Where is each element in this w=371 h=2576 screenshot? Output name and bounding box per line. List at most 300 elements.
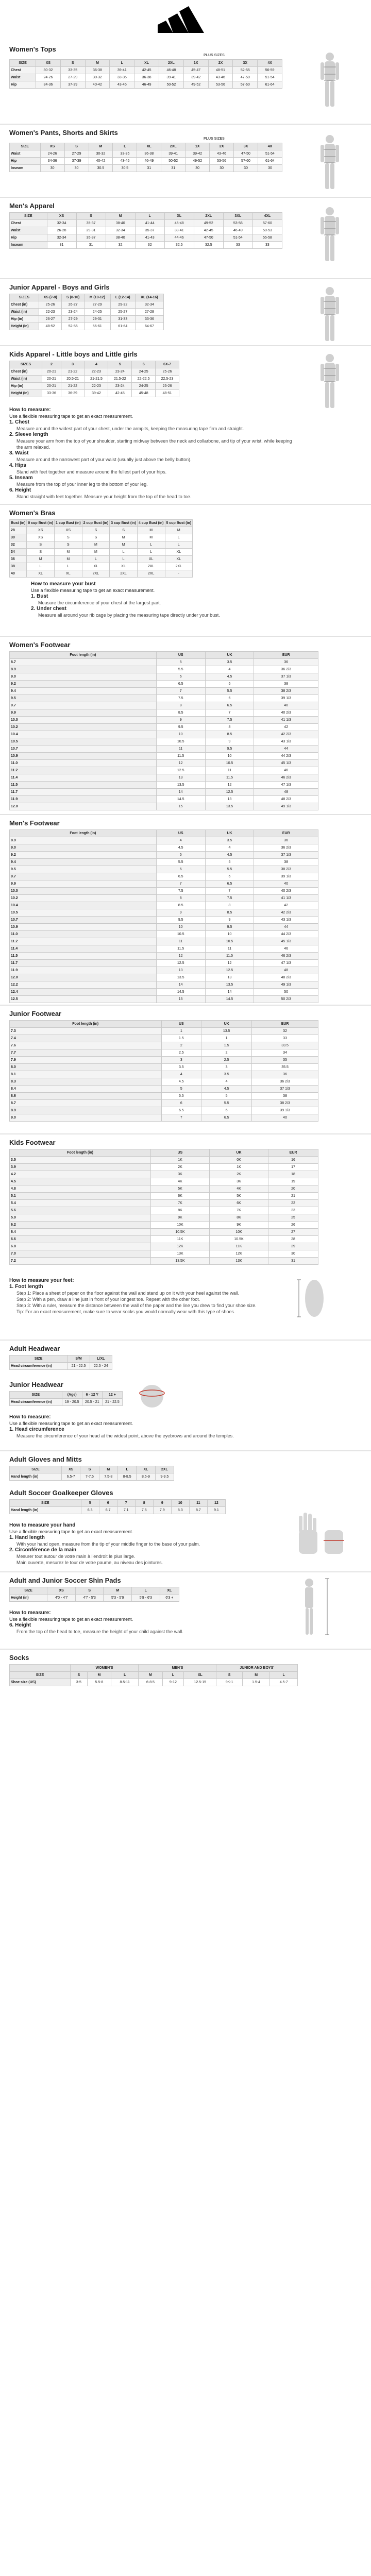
- table-cell: 7.5: [205, 717, 254, 724]
- table-cell: 0K: [210, 1157, 268, 1164]
- table-cell: S: [27, 541, 55, 549]
- note-description: Step 2: With a pen, draw a line just in front of your longest toe. Repeat with the other foot.: [16, 1297, 200, 1302]
- column-header: US: [156, 652, 205, 659]
- table-row: [10, 1236, 318, 1243]
- column-header: S/M: [68, 1355, 90, 1363]
- column-header: 3X: [233, 60, 258, 67]
- table-cell: 48-52: [39, 323, 62, 330]
- table-cell: 9.5: [156, 917, 205, 924]
- table-cell: 10.5K: [210, 1236, 268, 1243]
- column-header: XL: [137, 1466, 155, 1473]
- table-cell: 16: [268, 1157, 318, 1164]
- table-row: [10, 1064, 318, 1071]
- table-row: [10, 1473, 174, 1481]
- table-cell: 8.5: [156, 902, 205, 909]
- table-cell: 23-24: [108, 368, 132, 376]
- row-header: Chest (in): [10, 301, 39, 309]
- table-cell: 56-61: [84, 323, 110, 330]
- womens-pants-table: [9, 143, 282, 172]
- foot-icon: [289, 1273, 340, 1319]
- row-header: 6.2: [10, 1222, 151, 1229]
- hand-figure: [289, 1510, 361, 1561]
- table-cell: 57-60: [252, 220, 282, 227]
- column-header: 1X: [183, 60, 208, 67]
- table-cell: 7.1: [117, 1507, 135, 1514]
- group-header: WOMEN'S: [70, 1665, 139, 1672]
- table-cell: 6.5: [205, 880, 254, 888]
- divider: [0, 504, 371, 505]
- table-row: [10, 796, 318, 803]
- table-cell: 13: [205, 796, 254, 803]
- table-cell: 13: [205, 974, 254, 981]
- table-cell: 36: [254, 837, 318, 844]
- divider: [0, 1133, 371, 1134]
- table-row: [10, 873, 318, 880]
- table-cell: 5'9 - 6'3: [132, 1595, 160, 1602]
- table-cell: L: [110, 556, 138, 563]
- table-row: [10, 1178, 318, 1185]
- column-header: 2XL: [194, 213, 223, 220]
- measure-title: How to measure:: [9, 407, 51, 413]
- column-header: 6: [132, 361, 156, 368]
- column-header: L: [111, 1672, 139, 1679]
- table-cell: 2XL: [137, 563, 165, 570]
- table-cell: 26-27: [62, 301, 84, 309]
- table-row: [10, 1214, 318, 1222]
- table-cell: 6.5: [156, 873, 205, 880]
- table-row: [10, 1086, 318, 1093]
- table-cell: 36 2/3: [254, 844, 318, 852]
- table-row: [10, 376, 179, 383]
- table-cell: 7.5: [135, 1507, 153, 1514]
- table-cell: 22.5-23: [156, 376, 179, 383]
- shin-pads-title: Adult and Junior Soccer Shin Pads: [9, 1577, 121, 1584]
- table-cell: 35-37: [76, 220, 106, 227]
- row-header: Chest: [10, 67, 36, 74]
- feet-items: [9, 1284, 277, 1315]
- table-cell: 35: [252, 1057, 318, 1064]
- table-cell: 5K: [210, 1193, 268, 1200]
- table-cell: 42-45: [108, 390, 132, 397]
- table-row: [10, 1042, 318, 1049]
- row-header: 8.9: [10, 837, 157, 844]
- table-cell: 1K: [210, 1164, 268, 1171]
- table-cell: 8.5-11: [111, 1679, 139, 1686]
- row-header: Height (in): [10, 1595, 47, 1602]
- column-header: Bust (in): [10, 520, 27, 527]
- table-cell: 6: [201, 1107, 252, 1114]
- shin-items: [9, 1622, 277, 1635]
- table-cell: 28: [268, 1236, 318, 1243]
- table-cell: 30-32: [89, 150, 113, 158]
- table-row: [10, 67, 282, 74]
- column-header: Foot length (in): [10, 830, 157, 837]
- note-description: Main ouverte, mesurez le tour de votre paume, au niveau des jointures.: [16, 1560, 163, 1565]
- table-cell: 53-56: [210, 158, 234, 165]
- table-cell: 45 1/3: [254, 938, 318, 945]
- table-cell: 64-67: [135, 323, 163, 330]
- table-cell: 26: [268, 1222, 318, 1229]
- feet-notes: [9, 1278, 277, 1315]
- note-description: Measure the circumference of your head at the widest point, above the eyebrows and around the temples.: [16, 1433, 234, 1438]
- table-cell: 12K: [150, 1243, 209, 1250]
- table-cell: M: [82, 549, 110, 556]
- column-header: 4: [85, 361, 108, 368]
- table-cell: 13: [156, 967, 205, 974]
- table-row: [10, 738, 318, 745]
- table-cell: 8K: [150, 1207, 209, 1214]
- table-cell: 9K: [150, 1214, 209, 1222]
- row-header: 10.2: [10, 895, 157, 902]
- note-heading: 2. Sleeve length: [9, 432, 48, 437]
- table-cell: 1: [201, 1035, 252, 1042]
- row-header: 3.5: [10, 1157, 151, 1164]
- measure-items: [9, 419, 298, 500]
- table-cell: 43-46: [210, 150, 234, 158]
- kids-footwear-title: Kids Footwear: [9, 1139, 56, 1146]
- row-header: 9.5: [10, 695, 157, 702]
- table-cell: 6.5-7: [61, 1473, 80, 1481]
- table-cell: 24-25: [84, 309, 110, 316]
- column-header: SIZE: [10, 60, 36, 67]
- row-header: 7.2: [10, 1258, 151, 1265]
- column-header: 4XL: [252, 213, 282, 220]
- table-cell: 39-41: [110, 67, 134, 74]
- column-header: XL (14-16): [135, 294, 163, 301]
- table-cell: 47-50: [233, 74, 258, 81]
- row-header: 11.9: [10, 796, 157, 803]
- table-row: [10, 688, 318, 695]
- column-header: 2X: [210, 143, 234, 150]
- table-cell: 30-32: [36, 67, 61, 74]
- note-description: Stand with feet together and measure around the fullest part of your hips.: [16, 469, 167, 474]
- mens-apparel-table: [9, 212, 282, 249]
- bust-notes: [31, 581, 319, 618]
- note-heading: 5. Inseam: [9, 475, 33, 481]
- table-cell: 20-21: [42, 383, 61, 390]
- table-row: [10, 753, 318, 760]
- table-cell: 44-46: [164, 234, 194, 242]
- column-header: SIZE: [10, 213, 47, 220]
- table-cell: 4.5: [205, 852, 254, 859]
- column-header: L: [270, 1672, 298, 1679]
- column-header: 4X: [258, 60, 282, 67]
- table-cell: 41 1/3: [254, 895, 318, 902]
- table-cell: S: [82, 527, 110, 534]
- column-header: S: [64, 143, 89, 150]
- row-header: Head circumference (in): [10, 1363, 68, 1370]
- table-cell: 14: [156, 981, 205, 989]
- table-cell: M: [110, 541, 138, 549]
- column-header: 2: [42, 361, 61, 368]
- column-header: 0 cup Bust (in): [27, 520, 55, 527]
- table-cell: 8: [156, 702, 205, 709]
- column-header: 5 cup Bust (in): [165, 520, 193, 527]
- divider: [0, 278, 371, 279]
- kids-apparel-table: [9, 361, 179, 397]
- table-cell: 46-48: [159, 67, 184, 74]
- table-cell: 10: [156, 924, 205, 931]
- table-row: [10, 81, 282, 89]
- table-cell: 32-34: [135, 301, 163, 309]
- hand-title: How to measure your hand: [9, 1522, 76, 1528]
- head-items: [9, 1427, 298, 1439]
- column-header: S: [216, 1672, 243, 1679]
- table-row: [10, 960, 318, 967]
- row-header: Hip: [10, 81, 36, 89]
- column-header: XS: [47, 1587, 76, 1595]
- table-cell: 22-23: [85, 368, 108, 376]
- head-intro: Use a flexible measuring tape to get an exact measurement.: [9, 1421, 133, 1426]
- table-row: [10, 165, 282, 172]
- table-row: [10, 570, 193, 578]
- table-cell: M: [137, 527, 165, 534]
- table-row: [10, 1595, 179, 1602]
- table-cell: 21: [268, 1193, 318, 1200]
- column-header: M (10-12): [84, 294, 110, 301]
- table-cell: 4: [156, 837, 205, 844]
- body-silhouette-icon: [314, 206, 345, 263]
- table-cell: 3K: [150, 1171, 209, 1178]
- column-header: US: [150, 1149, 209, 1157]
- table-cell: 7.5: [156, 888, 205, 895]
- column-header: 2XL: [155, 1466, 174, 1473]
- table-cell: 27-29: [84, 301, 110, 309]
- hand-notes: [9, 1522, 257, 1566]
- note-description: Tip: For an exact measurement, make sure to wear socks you would normally wear with this type of shoes.: [16, 1309, 235, 1314]
- column-header: SIZE: [10, 1355, 68, 1363]
- table-cell: 20-21: [42, 368, 61, 376]
- table-cell: 14.5: [156, 796, 205, 803]
- column-header: L: [162, 1672, 184, 1679]
- column-header: 10: [171, 1500, 189, 1507]
- table-cell: 13K: [150, 1250, 209, 1258]
- table-cell: 3.5: [161, 1064, 201, 1071]
- column-header: XS: [61, 1466, 80, 1473]
- column-header: SIZE: [10, 1500, 81, 1507]
- row-header: 5.9: [10, 1214, 151, 1222]
- table-header-row: [10, 361, 179, 368]
- table-cell: 21.5-22: [108, 376, 132, 383]
- table-cell: 5: [156, 659, 205, 666]
- measure-intro: Use a flexible measuring tape to get an exact measurement.: [9, 414, 133, 419]
- table-cell: 7: [205, 888, 254, 895]
- table-cell: 9K-1: [216, 1679, 243, 1686]
- divider: [0, 1005, 371, 1006]
- column-header: 5: [81, 1500, 99, 1507]
- table-cell: 20.5-21: [61, 376, 85, 383]
- mens-figure: [314, 206, 350, 263]
- column-header: M: [99, 1466, 117, 1473]
- table-cell: 5.5-8: [87, 1679, 111, 1686]
- table-cell: 6-8.5: [139, 1679, 162, 1686]
- table-header-row: [10, 294, 164, 301]
- table-cell: 25-27: [110, 309, 135, 316]
- table-cell: 47-50: [234, 150, 258, 158]
- table-cell: 31: [268, 1258, 318, 1265]
- table-cell: 12.5: [205, 967, 254, 974]
- row-header: 6.6: [10, 1236, 151, 1243]
- row-header: Height (in): [10, 390, 42, 397]
- table-row: [10, 527, 193, 534]
- table-row: [10, 1679, 298, 1686]
- table-cell: 38 2/3: [252, 1100, 318, 1107]
- shin-how-title: How to measure:: [9, 1610, 51, 1616]
- table-row: [10, 74, 282, 81]
- table-row: [10, 760, 318, 767]
- kids-footwear-table: [9, 1149, 318, 1265]
- table-cell: 46 2/3: [254, 774, 318, 782]
- table-cell: 22-23: [85, 383, 108, 390]
- table-cell: 30: [268, 1250, 318, 1258]
- column-header: SIZE: [10, 143, 41, 150]
- table-cell: 6.7: [99, 1507, 117, 1514]
- table-cell: 11: [205, 945, 254, 953]
- row-header: 10.4: [10, 731, 157, 738]
- divider: [0, 1571, 371, 1572]
- table-cell: 13.5K: [150, 1258, 209, 1265]
- table-cell: 35.5: [252, 1064, 318, 1071]
- table-row: [10, 563, 193, 570]
- head-notes: [9, 1414, 298, 1439]
- table-cell: XL: [165, 549, 193, 556]
- column-header: XL: [134, 60, 159, 67]
- table-cell: 51-54: [258, 150, 282, 158]
- table-cell: 38: [254, 859, 318, 866]
- table-row: [10, 895, 318, 902]
- row-header: 5.6: [10, 1207, 151, 1214]
- table-header-row: [10, 1466, 174, 1473]
- table-header-row: [10, 60, 282, 67]
- divider: [0, 1340, 371, 1341]
- table-row: [10, 924, 318, 931]
- table-row: [10, 902, 318, 909]
- table-row: [10, 859, 318, 866]
- column-header: EUR: [254, 652, 318, 659]
- column-header: 1X: [185, 143, 210, 150]
- womens-legs-figure: [314, 134, 350, 191]
- row-header: 12.0: [10, 803, 157, 810]
- table-cell: 51-54: [258, 74, 282, 81]
- table-cell: 33: [252, 242, 282, 249]
- column-header: S: [80, 1466, 99, 1473]
- table-cell: 31: [137, 165, 161, 172]
- row-header: 38: [10, 563, 27, 570]
- table-cell: 3.5: [205, 659, 254, 666]
- table-cell: 45-47: [183, 67, 208, 74]
- column-header: UK: [205, 830, 254, 837]
- row-header: Hand length (in): [10, 1473, 62, 1481]
- table-cell: 13.5: [201, 1028, 252, 1035]
- table-cell: 6.5: [156, 681, 205, 688]
- column-header: 3 cup Bust (in): [110, 520, 138, 527]
- table-cell: 49-52: [194, 220, 223, 227]
- table-cell: 43 1/3: [254, 738, 318, 745]
- table-row: [10, 888, 318, 895]
- table-cell: 5: [205, 681, 254, 688]
- column-header: 2XL: [159, 60, 184, 67]
- table-cell: 12K: [210, 1250, 268, 1258]
- table-cell: S: [55, 541, 82, 549]
- row-header: 36: [10, 556, 27, 563]
- table-cell: 7: [156, 688, 205, 695]
- table-row: [10, 981, 318, 989]
- table-cell: L: [137, 549, 165, 556]
- table-row: [10, 368, 179, 376]
- table-cell: 8: [156, 895, 205, 902]
- table-cell: 14: [156, 789, 205, 796]
- table-cell: 10.5: [205, 760, 254, 767]
- shin-figure: [289, 1577, 350, 1638]
- row-header: 11.5: [10, 953, 157, 960]
- kids-apparel-title: Kids Apparel - Little boys and Little girls: [9, 350, 138, 358]
- table-cell: S: [55, 534, 82, 541]
- table-cell: 47 1/3: [254, 960, 318, 967]
- table-cell: 11: [156, 938, 205, 945]
- table-cell: 4.5: [201, 1086, 252, 1093]
- column-header: M: [139, 1672, 162, 1679]
- table-cell: XL: [82, 563, 110, 570]
- table-cell: 5.5: [156, 859, 205, 866]
- table-cell: 14.5: [205, 996, 254, 1003]
- table-cell: XL: [137, 556, 165, 563]
- table-cell: 24-25: [132, 383, 156, 390]
- row-header: 10.7: [10, 917, 157, 924]
- table-cell: 26-28: [47, 227, 76, 234]
- table-cell: 4: [205, 844, 254, 852]
- table-row: [10, 844, 318, 852]
- table-cell: 36 2/3: [254, 666, 318, 673]
- note-description: Measure all around your rib cage by placing the measuring tape directly under your bust.: [38, 613, 220, 618]
- table-row: [10, 938, 318, 945]
- table-cell: 6: [205, 695, 254, 702]
- table-header-row: [10, 1355, 112, 1363]
- table-cell: 10.5K: [150, 1229, 209, 1236]
- adult-headwear-title: Adult Headwear: [9, 1345, 60, 1352]
- column-header: M: [89, 143, 113, 150]
- table-cell: XS: [27, 527, 55, 534]
- table-row: [10, 931, 318, 938]
- table-cell: 12: [156, 760, 205, 767]
- note-heading: 2. Circonférence de la main: [9, 1547, 77, 1553]
- row-header: 12.5: [10, 996, 157, 1003]
- table-cell: 12.5-15: [184, 1679, 216, 1686]
- note-heading: 6. Height: [9, 487, 31, 493]
- table-cell: 46: [254, 767, 318, 774]
- table-cell: 5: [205, 859, 254, 866]
- table-cell: 12: [205, 960, 254, 967]
- column-header: L: [113, 143, 137, 150]
- table-row: [10, 1185, 318, 1193]
- table-cell: 11.5: [156, 945, 205, 953]
- table-cell: 52-55: [233, 67, 258, 74]
- table-cell: XL: [165, 556, 193, 563]
- row-header: 12.2: [10, 981, 157, 989]
- column-header: 9: [153, 1500, 171, 1507]
- table-cell: 19 - 20.5: [62, 1399, 82, 1406]
- table-cell: 5: [201, 1093, 252, 1100]
- table-row: [10, 220, 282, 227]
- table-cell: 36: [252, 1071, 318, 1078]
- table-cell: L: [82, 556, 110, 563]
- table-cell: 6.5: [201, 1114, 252, 1122]
- row-header: Hip (in): [10, 316, 39, 323]
- column-header: 2 cup Bust (in): [82, 520, 110, 527]
- table-cell: 6: [156, 673, 205, 681]
- table-cell: 50 2/3: [254, 996, 318, 1003]
- table-cell: 45 1/3: [254, 760, 318, 767]
- table-cell: 32-34: [47, 234, 76, 242]
